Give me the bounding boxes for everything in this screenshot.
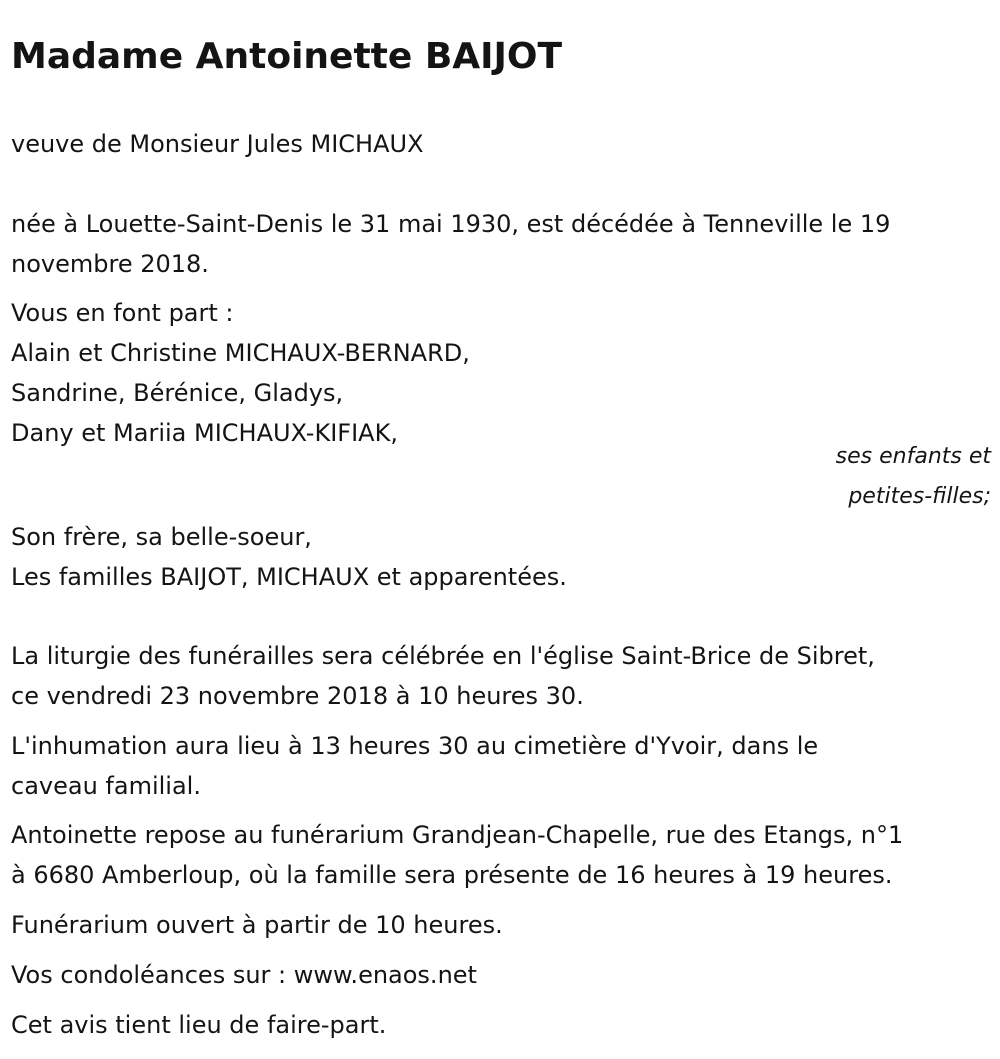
family-member-line: Alain et Christine MICHAUX-BERNARD, [11, 339, 470, 367]
closing-line: Cet avis tient lieu de faire-part. [11, 1011, 387, 1039]
funeral-home-line-1: Antoinette repose au funérarium Grandjean-Chapelle, rue des Etangs, n°1 [11, 821, 904, 849]
spouse-line: veuve de Monsieur Jules MICHAUX [11, 130, 424, 158]
liturgy-line-2: ce vendredi 23 novembre 2018 à 10 heures 30. [11, 682, 584, 710]
burial-line-1: L'inhumation aura lieu à 13 heures 30 au cimetière d'Yvoir, dans le [11, 732, 819, 760]
burial-line-2: caveau familial. [11, 772, 201, 800]
birth-death-line-2: novembre 2018. [11, 250, 209, 278]
deceased-name-title: Madame Antoinette BAIJOT [11, 36, 563, 77]
funeral-home-line-2: à 6680 Amberloup, où la famille sera présente de 16 heures à 19 heures. [11, 861, 893, 889]
funeral-home-opening: Funérarium ouvert à partir de 10 heures. [11, 911, 503, 939]
condolences-line: Vos condoléances sur : www.enaos.net [11, 961, 477, 989]
relatives-line: Son frère, sa belle-soeur, [11, 523, 312, 551]
relatives-line: Les familles BAIJOT, MICHAUX et apparentées. [11, 563, 567, 591]
family-member-line: Sandrine, Bérénice, Gladys, [11, 379, 344, 407]
liturgy-line-1: La liturgie des funérailles sera célébrée en l'église Saint-Brice de Sibret, [11, 642, 875, 670]
birth-death-line-1: née à Louette-Saint-Denis le 31 mai 1930, est décédée à Tenneville le 19 [11, 210, 891, 238]
family-role-line-2: petites-filles; [848, 484, 991, 509]
family-member-line: Dany et Mariia MICHAUX-KIFIAK, [11, 419, 398, 447]
announcers-intro: Vous en font part : [11, 299, 234, 327]
family-role-line-1: ses enfants et [835, 444, 991, 469]
